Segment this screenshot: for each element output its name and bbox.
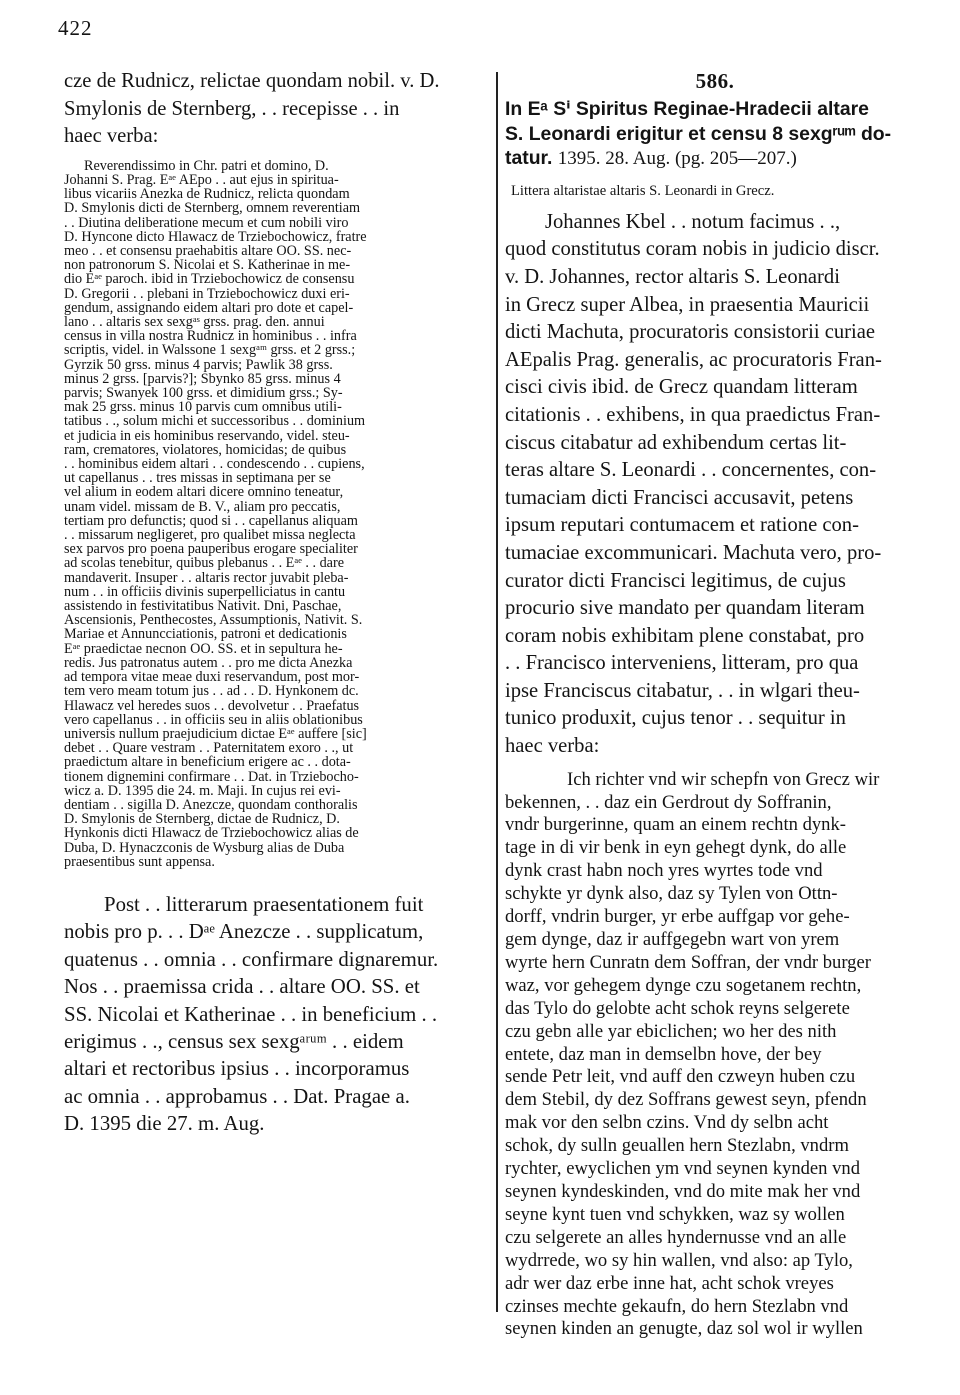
german-document-text (505, 769, 925, 1342)
german-line: gem dynge, daz ir auffgegebn wart von yrem (505, 929, 840, 950)
letter-line: Ascensionis, Penthecostes, Assumptionis, Nativit. S. (64, 612, 363, 629)
letter-line: tem vero meam totum jus . . ad . . D. Hynkonem dc. (64, 683, 359, 700)
letter-line: D. Smylonis de Sternberg, dictae de Rudnicz, D. (64, 811, 340, 828)
heading-line: tatur. (505, 147, 553, 170)
post-line: Post . . litterarum praesentationem fuit (104, 892, 424, 916)
letter-line: Duba, D. Hynaczconis de Wysburg alias de Duba (64, 839, 345, 856)
letter-line: dio Eᵃᵉ paroch. ibid in Trziebochowicz de consensu (64, 271, 355, 288)
intro-line: cze de Rudnicz, relictae quondam nobil. v. D. (64, 70, 440, 92)
german-line: dem Stebil, dy dez Soffrans gewest seyn, pfendn (505, 1089, 867, 1111)
german-line: adr wer daz erbe inne hat, acht schok vreyes (505, 1272, 834, 1294)
body-line: curator dicti Francisci legitimus, de cujus (505, 569, 846, 592)
german-line: dorff, vndrin burger, yr erbe auffgap vor gehe- (505, 906, 850, 928)
left-column (64, 68, 488, 1138)
body-line: coram nobis exhibitam plene constabat, pro (505, 624, 865, 647)
german-line: entete, daz man in demselbn hove, der bey (505, 1043, 822, 1065)
german-line: czu selgerete an alles hyndernusse vnd an alle (505, 1226, 847, 1248)
letter-line: tertiam pro defunctis; quod si . . capellanus aliquam (64, 512, 358, 529)
letter-line: D. Gregorii . . plebani in Trziebochowicz duxi eri- (64, 285, 350, 302)
intro-line: Smylonis de Sternberg, . . recepisse . . in (64, 97, 400, 120)
german-line: waz, vor gehegem dynge czu sogetanem rechtn, (505, 974, 862, 996)
german-line: wyrte hern Cunratn dem Soffran, der vndr burger (505, 951, 871, 973)
letter-line: ram, crematores, violatores, homicidas; de quibus (64, 441, 347, 458)
letter-line: ad tempora vitae meae duxi reservandum, post mor- (64, 669, 360, 686)
letter-line: unam videl. missam de B. V., aliam pro peccatis, (64, 498, 341, 515)
page-number: 422 (58, 16, 93, 40)
letter-line: Eᵃᵉ praedictae necnon OO. SS. et in sepultura he- (64, 640, 343, 657)
german-line: das Tylo do gelobte acht schok reyns selgerete (505, 997, 850, 1019)
body-line: v. D. Johannes, rector altaris S. Leonardi (505, 265, 840, 288)
body-line: haec verba: (505, 735, 600, 758)
letter-line: praesentibus sunt appensa. (64, 853, 215, 870)
letter-line: minus 2 grss. [parvis?]; Sbynko 85 grss. minus 4 (64, 370, 341, 387)
letter-line: non patronorum S. Nicolai et S. Katherinae in me- (64, 257, 351, 274)
letter-line: tatibus . ., solum michi et successoribus . . dominium (64, 413, 366, 430)
letter-line: Johanni S. Prag. Eᵃᵉ AEpo . . aut ejus in spiritua- (64, 171, 339, 188)
german-line: czu gebn alle yar ebiclichen; wo her des nith (505, 1020, 837, 1042)
letter-text (64, 159, 488, 869)
german-line: Ich richter vnd wir schepfn von Grecz wir (567, 768, 880, 790)
body-line: Johannes Kbel . . notum facimus . ., (545, 210, 841, 233)
letter-line: . . Diutina deliberatione mecum et cum nobili viro (64, 214, 349, 231)
letter-line: . . missarum negligeret, pro qualibet missa neglecta (64, 527, 356, 544)
letter-line: Mariae et Annuncciationis, patroni et dedicationis (64, 626, 347, 643)
german-line: sende Petr leit, vnd auff den czweyn huben czu (505, 1066, 856, 1088)
letter-line: meo . . et consensu praehabitis altare OO. SS. nec- (64, 243, 352, 259)
post-line: quatenus . . omnia . . confirmare dignaremur. (64, 947, 439, 971)
german-line: czinses mechte gekaufn, do hern Stezlabn vnd (505, 1295, 849, 1317)
document-number: 586. (695, 69, 735, 93)
letter-line: parvis; Swanyek 100 grss. et dimidium grss.; Sy- (64, 385, 343, 402)
letter-line: redis. Jus patronatus autem . . pro me dicta Anezka (64, 654, 353, 671)
letter-line: Gyrzik 50 grss. minus 4 parvis; Pawlik 38 grss. (64, 356, 333, 373)
post-line: ac omnia . . approbamus . . Dat. Pragae a. (64, 1084, 410, 1108)
letter-line: vero capellanus . . in officiis seu in aliis oblationibus (64, 711, 363, 728)
post-line: SS. Nicolai et Katherinae . . in beneficium . . (64, 1002, 438, 1026)
letter-line: praedictum altare in beneficium erigere ac . . dota- (64, 754, 351, 771)
german-line: seynen kyndeskinden, vnd do mite mak her vnd (505, 1180, 861, 1202)
letter-line: universis nullum praejudicium dictae Eᵃᵉ auffere [sic] (64, 725, 367, 742)
heading-line: In Eᵃ Sⁱ Spiritus Reginae-Hradecii altare (505, 98, 869, 120)
intro-line: haec verba: (64, 125, 159, 148)
body-line: . . Francisco interveniens, litteram, pro qua (505, 652, 859, 675)
letter-line: ut capellanus . . tres missas in septimana per se (64, 470, 331, 487)
german-line: wydrrede, wo sy hin wallen, vnd also: ap Tylo, (505, 1249, 853, 1271)
letter-line: census in villa nostra Rudnicz in hominibus . . infra (64, 328, 357, 345)
body-line: quod constitutus coram nobis in judicio discr. (505, 238, 880, 261)
letter-line: D. Hyncone dicto Hlawacz de Trziebochowicz, fratre (64, 228, 367, 245)
letter-line: scriptis, videl. in Walssone 1 sexgᵃᵐ grss. et 2 grss.; (64, 342, 356, 359)
document-heading (505, 97, 925, 172)
body-line: teras altare S. Leonardi . . concernentes, con- (505, 459, 877, 482)
heading-date: 1395. 28. Aug. (pg. 205—207.) (557, 148, 797, 170)
post-line: erigimus . ., census sex sexgᵃʳᵘᵐ . . eidem (64, 1029, 404, 1053)
letter-line: wicz a. D. 1395 die 24. m. Maji. In cujus rei evi- (64, 782, 341, 799)
body-line: ipse Franciscus citabatur, . . in wlgari theu- (505, 679, 860, 702)
body-line: ipsum reputari contumacem et ratione con- (505, 514, 859, 537)
german-line: seynen kinden an genugte, daz sol wol ir wyllen (505, 1318, 863, 1340)
german-line: seyne kynt tuen vnd schykken, waz sy wollen (505, 1203, 845, 1225)
right-body-text (505, 209, 925, 761)
body-line: procurio sive mandato per quandam literam (505, 597, 865, 620)
right-column (505, 68, 925, 1341)
german-line: dynk crast habn noch yres wyrtes tode vnd (505, 860, 823, 882)
body-line: ciscus citabatur ad exhibendum certas lit- (505, 431, 847, 454)
letter-line: mak 25 grss. minus 10 parvis cum omnibus utili- (64, 399, 342, 416)
letter-line: lano . . altaris sex sexgᵃˢ grss. prag. den. annui (64, 314, 325, 331)
letter-line: dentiam . . sigilla D. Anezcze, quondam conthoralis (64, 796, 358, 813)
letter-line: mandaverit. Insuper . . altaris rector juvabit pleba- (64, 569, 349, 586)
body-line: cisci civis ibid. de Grecz quandam litteram (505, 376, 858, 399)
german-line: schykte yr dynk also, daz sy Tylen von Ottn- (505, 883, 838, 905)
letter-line: assistendo in festivitatibus Nativit. Dni, Paschae, (64, 598, 342, 615)
letter-line: D. Smylonis dicti de Sternberg, omnem reverentiam (64, 200, 361, 217)
body-line: tunico produxit, cujus tenor . . sequitur in (505, 707, 846, 730)
letter-line: . . hominibus eidem altari . . condescendo . . cupiens, (64, 456, 365, 473)
body-line: AEpalis Prag. generalis, ac procuratoris Fran- (505, 348, 882, 371)
body-line: citationis . . exhibens, in qua praedictus Fran- (505, 403, 881, 426)
confirmation-text (64, 891, 488, 1138)
post-line: D. 1395 die 27. m. Aug. (64, 1112, 265, 1136)
german-line: rychter, ewyclichen ym vnd seynen kynden vnd (505, 1158, 861, 1180)
column-divider (496, 72, 498, 1312)
heading-line-last (505, 146, 925, 172)
left-intro (64, 68, 488, 151)
document-subnote: Littera altaristae altaris S. Leonardi in Grecz. (511, 182, 775, 199)
heading-line: S. Leonardi erigitur et censu 8 sexgʳᵘᵐ do- (505, 122, 892, 145)
post-line: altari et rectoribus ipsius . . incorporamus (64, 1057, 410, 1081)
post-line: Nos . . praemissa crida . . altare OO. SS. et (64, 975, 420, 999)
letter-line: debet . . Quare vestram . . Paternitatem exoro . ., ut (64, 740, 354, 757)
post-line: nobis pro p. . . Dᵃᵉ Anezcze . . supplicatum, (64, 920, 424, 944)
letter-line: Hynkonis dicti Hlawacz de Trziebochowicz alias de (64, 825, 359, 842)
letter-line: sex parvos pro poena pauperibus erogare specialiter (64, 541, 358, 558)
body-line: tumaciam dicti Francisci accusavit, petens (505, 486, 854, 509)
german-line: tage in di vir benk in eyn gehegt dynk, do alle (505, 837, 847, 859)
german-line: schok, dy sulln geuallen hern Stezlabn, vndrm (505, 1135, 849, 1157)
letter-line: tionem dignemini confirmare . . Dat. in Trziebocho- (64, 768, 359, 785)
letter-line: num . . in officiis divinis superpelliciatus in cantu (64, 583, 346, 600)
body-line: tumaciae excommunicari. Machuta vero, pro- (505, 541, 882, 564)
letter-line: libus vicariis Anezka de Rudnicz, relicta quondam (64, 186, 350, 203)
body-line: in Grecz super Albea, in praesentia Mauricii (505, 293, 870, 316)
german-line: vndr burgerinne, quam an einem rechtn dynk- (505, 814, 846, 836)
german-line: mak vor den selbn czins. Vnd dy selbn acht (505, 1112, 829, 1134)
letter-line: Reverendissimo in Chr. patri et domino, D. (84, 157, 329, 174)
german-line: bekennen, . . daz ein Gerdrout dy Soffranin, (505, 791, 832, 813)
letter-line: et judicia in eis hominibus reservando, videl. steu- (64, 427, 350, 444)
letter-line: gendum, assignando eidem altari pro dote et capel- (64, 299, 354, 316)
body-line: dicti Machuta, procuratoris consistorii curiae (505, 321, 875, 344)
letter-line: Hlawacz vel heredes suos . . devolvetur . . Praefatus (64, 697, 360, 714)
letter-line: vel alium in eodem altari dicere omnino teneatur, (64, 484, 344, 501)
letter-line: ad scolas tenebitur, quibus plebanus . . Eᵃᵉ . . dare (64, 555, 344, 572)
